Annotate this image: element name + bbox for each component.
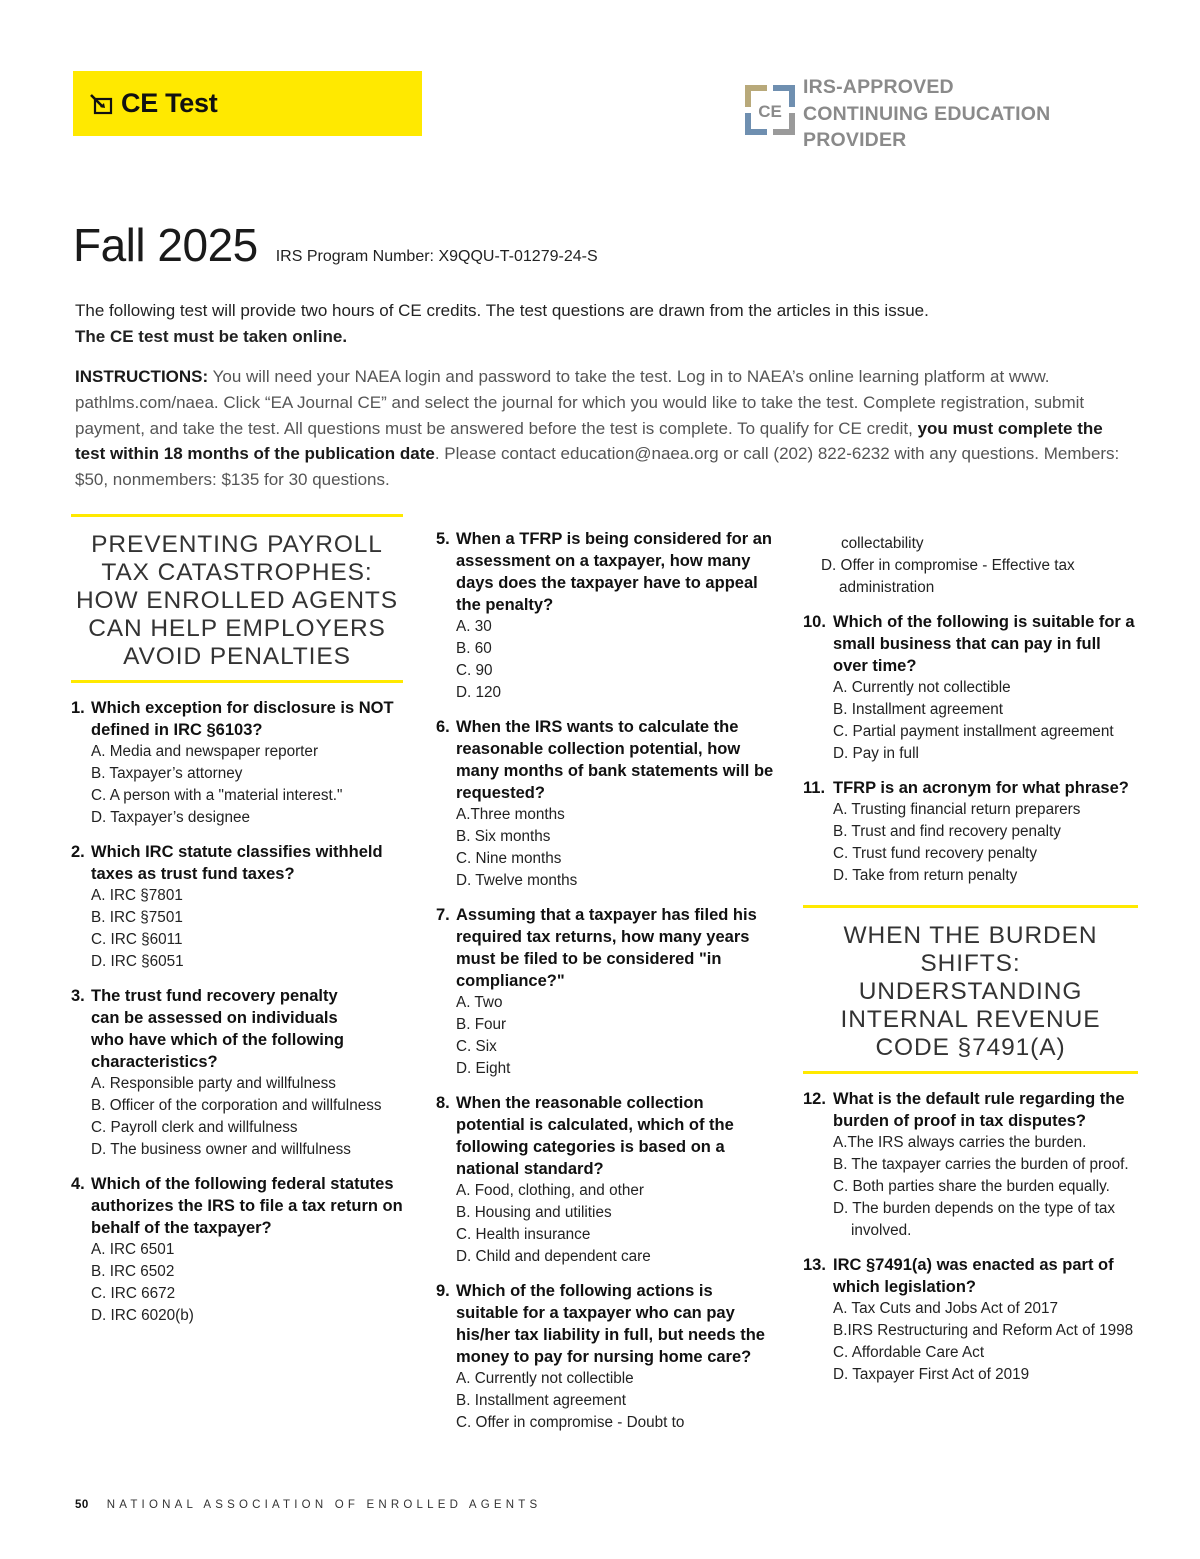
question-text: What is the default rule regarding the burden of proof in tax disputes? <box>833 1090 1125 1130</box>
question-number: 11. <box>803 779 826 797</box>
issue-heading <box>73 218 598 272</box>
answer-option: B. Installment agreement <box>833 701 1004 718</box>
question <box>71 697 403 829</box>
banner-title: CE Test <box>121 88 218 118</box>
question-text: When the reasonable collection potential is calculated, which of the following categories is based on a national standard? <box>456 1094 734 1178</box>
question-text: Which of the following is suitable for a small business that can pay in full over time? <box>833 613 1135 675</box>
question-number: 4. <box>71 1175 85 1193</box>
question-text: IRC §7491(a) was enacted as part of which legislation? <box>833 1256 1114 1296</box>
answer-option: C. A person with a "material interest." <box>91 787 343 804</box>
question-number: 7. <box>436 906 450 924</box>
question <box>71 841 403 973</box>
answer-option: B. IRC 6502 <box>91 1263 175 1280</box>
answer-option: A. Two <box>456 994 503 1011</box>
question <box>71 985 403 1161</box>
instructions-contact: . Please contact education@naea.org or call (202) 822-6232 with any questions. Members: $50, nonmembers: $135 for 30 questions. <box>75 444 1120 490</box>
irs-approved-logo <box>740 76 1051 151</box>
column-2 <box>436 528 776 1446</box>
answer-option: D. Pay in full <box>833 745 919 762</box>
question-text: The trust fund recovery penalty can be assessed on individuals who have which of the following characteristics? <box>91 987 344 1071</box>
page-footer <box>75 1499 541 1511</box>
question-number: 10. <box>803 613 826 631</box>
answer-option: B. IRC §7501 <box>91 909 183 926</box>
instructions <box>75 364 1120 493</box>
answer-option: C. Partial payment installment agreement <box>833 723 1114 740</box>
answer-option <box>803 555 1138 599</box>
ce-test-banner <box>73 71 422 136</box>
answer-option: B. The taxpayer carries the burden of proof. <box>833 1156 1129 1173</box>
intro <box>75 298 1145 350</box>
answer-option: B. Six months <box>456 828 551 845</box>
answer-option: C. Nine months <box>456 850 562 867</box>
footer-org: NATIONAL ASSOCIATION OF ENROLLED AGENTS <box>106 1499 542 1511</box>
answer-option: A. Currently not collectible <box>456 1370 634 1387</box>
answer-option: D. Twelve months <box>456 872 578 889</box>
instructions-label: INSTRUCTIONS: <box>75 367 209 386</box>
answer-option: D. Child and dependent care <box>456 1248 651 1265</box>
answer-option: D. Taxpayer First Act of 2019 <box>833 1366 1030 1383</box>
question <box>436 904 776 1080</box>
answer-option: D. Take from return penalty <box>833 867 1018 884</box>
question <box>803 777 1138 887</box>
section-title: PREVENTING PAYROLL TAX CATASTROPHES: HOW ENROLLED AGENTS CAN HELP EMPLOYERS AVOID PENALTIES <box>71 514 403 683</box>
answer-option: A. Food, clothing, and other <box>456 1182 644 1199</box>
intro-online-note: The CE test must be taken online. <box>75 327 348 346</box>
logo-line: IRS-APPROVED <box>803 76 954 98</box>
question-text: Assuming that a taxpayer has filed his required tax returns, how many years must be filed to be considered "in compliance?" <box>456 906 757 990</box>
answer-option: A. IRC §7801 <box>91 887 183 904</box>
question <box>436 1280 776 1434</box>
answer-option: A. 30 <box>456 618 492 635</box>
answer-option: D. 120 <box>456 684 502 701</box>
column-3 <box>803 533 1138 1398</box>
logo-line: CONTINUING EDUCATION <box>803 102 1051 125</box>
question-number: 6. <box>436 718 450 736</box>
answer-option: A.The IRS always carries the burden. <box>833 1134 1087 1151</box>
answer-option: C. IRC §6011 <box>91 931 183 948</box>
answer-option-continued: collectability <box>841 535 924 552</box>
column-1 <box>71 514 403 1339</box>
question <box>803 1254 1138 1386</box>
issue-title: Fall 2025 <box>73 219 258 271</box>
question <box>436 528 776 704</box>
answer-option: B.IRS Restructuring and Reform Act of 1998 <box>833 1322 1134 1339</box>
answer-option: A.Three months <box>456 806 565 823</box>
answer-option: A. Media and newspaper reporter <box>91 743 319 760</box>
intro-line: The following test will provide two hours of CE credits. The test questions are drawn from the articles in this issue. <box>75 301 929 320</box>
answer-option: C. Six <box>456 1038 497 1055</box>
program-number: IRS Program Number: X9QQU-T-01279-24-S <box>275 248 598 265</box>
question <box>803 1088 1138 1242</box>
question <box>436 716 776 892</box>
section-title: WHEN THE BURDEN SHIFTS: UNDERSTANDING INTERNAL REVENUE CODE §7491(A) <box>803 905 1138 1074</box>
question <box>803 611 1138 765</box>
answer-option: C. Payroll clerk and willfulness <box>91 1119 298 1136</box>
ce-logo-mark <box>742 82 798 138</box>
question-number: 13. <box>803 1256 826 1274</box>
answer-option: D. The business owner and willfulness <box>91 1141 351 1158</box>
answer-option: C. Health insurance <box>456 1226 591 1243</box>
question-text: Which IRC statute classifies withheld taxes as trust fund taxes? <box>91 843 383 883</box>
question-number: 12. <box>803 1090 826 1108</box>
answer-option: A. Trusting financial return preparers <box>833 801 1081 818</box>
question <box>71 1173 403 1327</box>
answer-option: B. Trust and find recovery penalty <box>833 823 1061 840</box>
answer-option: A. Responsible party and willfulness <box>91 1075 336 1092</box>
answer-option: C. Both parties share the burden equally. <box>833 1178 1110 1195</box>
answer-option: D. IRC §6051 <box>91 953 184 970</box>
question-text: When a TFRP is being considered for an assessment on a taxpayer, how many days does the taxpayer have to appeal the penalty? <box>456 530 772 614</box>
question-text: Which of the following federal statutes authorizes the IRS to file a tax return on behalf of the taxpayer? <box>91 1175 403 1237</box>
answer-option: D. The burden depends on the type of tax involved. <box>833 1200 1116 1239</box>
instructions-deadline: you must complete the test within 18 months of the publication date <box>75 418 1103 464</box>
question-number: 1. <box>71 699 85 717</box>
page-number: 50 <box>75 1499 89 1511</box>
question-text: Which exception for disclosure is NOT defined in IRC §6103? <box>91 699 394 739</box>
answer-option: D. IRC 6020(b) <box>91 1307 194 1324</box>
answer-option: C. Affordable Care Act <box>833 1344 985 1361</box>
instructions-text: You will need your NAEA login and password to take the test. Log in to NAEA’s online learning platform at www. pathlms.com/naea. Click “EA Journal CE” and select the journal for which you would like to take the test. Complete registration, submit payment, and take the test. All questions must be answered before the test is complete. To qualify for CE credit, <box>75 367 1085 438</box>
question-number: 9. <box>436 1282 450 1300</box>
answer-option: A. IRC 6501 <box>91 1241 175 1258</box>
answer-option: D. Eight <box>456 1060 511 1077</box>
answer-option: B. Officer of the corporation and willfulness <box>91 1097 382 1114</box>
answer-option: B. Housing and utilities <box>456 1204 612 1221</box>
answer-option: A. Tax Cuts and Jobs Act of 2017 <box>833 1300 1059 1317</box>
answer-option: C. IRC 6672 <box>91 1285 176 1302</box>
answer-option: B. Four <box>456 1016 507 1033</box>
answer-option: C. Offer in compromise - Doubt to <box>456 1414 685 1431</box>
question-continued <box>803 533 1138 599</box>
answer-option: B. Taxpayer’s attorney <box>91 765 243 782</box>
question-text: When the IRS wants to calculate the reasonable collection potential, how many months of bank statements will be requested? <box>456 718 774 802</box>
answer-option: B. Installment agreement <box>456 1392 627 1409</box>
question <box>436 1092 776 1268</box>
question-number: 3. <box>71 987 85 1005</box>
question-number: 5. <box>436 530 450 548</box>
answer-option: C. 90 <box>456 662 493 679</box>
question-number: 8. <box>436 1094 450 1112</box>
question-text: Which of the following actions is suitable for a taxpayer who can pay his/her tax liability in full, but needs the money to pay for nursing home care? <box>456 1282 765 1366</box>
question-text: TFRP is an acronym for what phrase? <box>833 779 1129 797</box>
answer-option: C. Trust fund recovery penalty <box>833 845 1038 862</box>
answer-option: B. 60 <box>456 640 492 657</box>
logo-mark-text: CE <box>758 102 782 121</box>
logo-line: PROVIDER <box>803 129 907 151</box>
answer-option: D. Taxpayer’s designee <box>91 809 251 826</box>
answer-option: A. Currently not collectible <box>833 679 1011 696</box>
question-number: 2. <box>71 843 85 861</box>
answer-option-text: D. Offer in compromise - Effective tax administration <box>821 557 1075 596</box>
logo-text <box>803 74 1050 154</box>
pencil-box-icon <box>89 91 115 117</box>
